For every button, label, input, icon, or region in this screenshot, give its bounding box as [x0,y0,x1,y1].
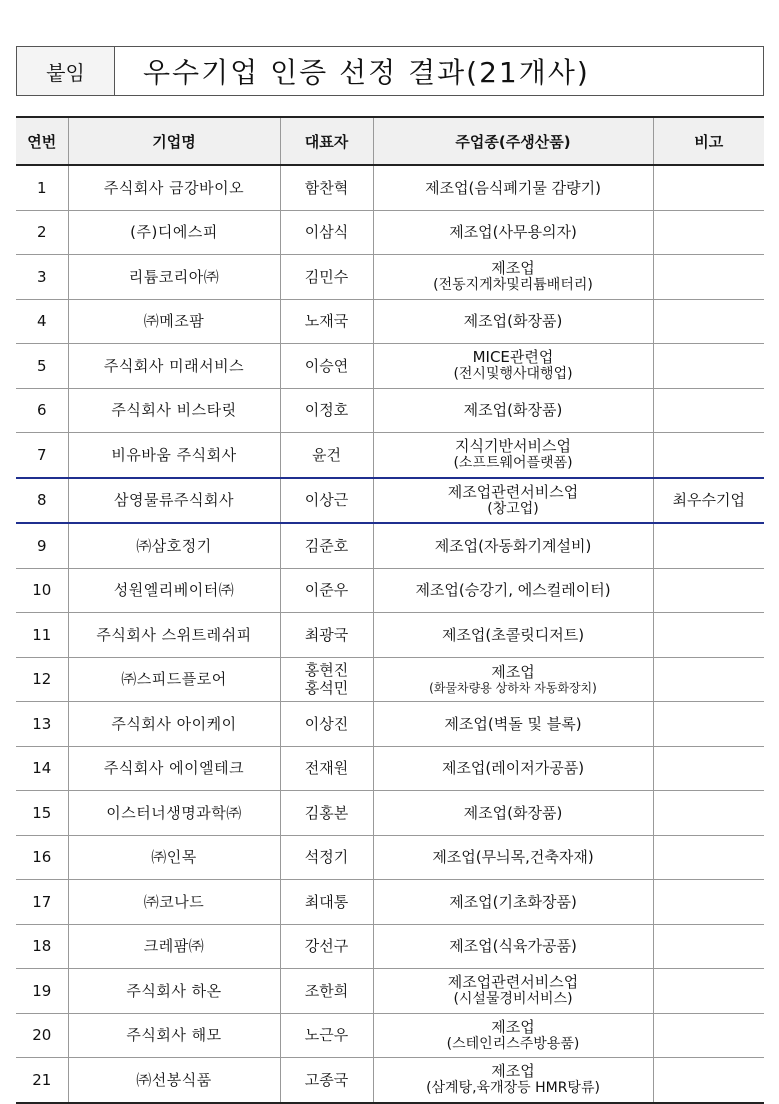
note [653,165,764,210]
note [653,791,764,836]
note [653,880,764,925]
row-number: 10 [16,568,68,613]
business-main: 제조업 [491,259,535,278]
note [653,1013,764,1058]
column-header-no: 연번 [16,117,68,165]
representative-name: 고종국 [304,1070,349,1089]
business-type [373,568,653,613]
representative-name: 이준우 [304,581,349,600]
row-number: 5 [16,344,68,389]
representative-name: 노근우 [304,1026,349,1045]
business-type [373,791,653,836]
representative [280,880,373,925]
business-type [373,210,653,255]
representative [280,702,373,747]
representative [280,791,373,836]
company-name: 리튬코리아㈜ [68,255,280,300]
company-name: 삼영물류주식회사 [68,478,280,524]
representative-name: 이정호 [304,401,349,420]
company-name: ㈜삼호정기 [68,523,280,568]
row-number: 6 [16,388,68,433]
note [653,344,764,389]
business-main: 제조업(기초화장품) [449,892,577,911]
representative [280,255,373,300]
note [653,388,764,433]
row-number: 8 [16,478,68,524]
row-number: 12 [16,657,68,702]
business-main: 제조업(무늬목,건축자재) [432,848,594,867]
company-name: 주식회사 금강바이오 [68,165,280,210]
business-type [373,433,653,478]
business-main: 제조업(화장품) [463,401,563,420]
business-detail: (삼계탕,육개장등 HMR탕류) [426,1080,600,1097]
table-row [16,1058,764,1103]
business-type [373,165,653,210]
business-type [373,924,653,969]
business-main: 제조업(자동화기계설비) [434,536,592,555]
note [653,835,764,880]
table-row [16,523,764,568]
row-number: 9 [16,523,68,568]
table-row [16,835,764,880]
representative [280,433,373,478]
representative-name: 노재국 [304,312,349,331]
table-row [16,568,764,613]
representative-name: 전재원 [304,759,349,778]
row-number: 11 [16,613,68,658]
row-number: 7 [16,433,68,478]
table-row [16,924,764,969]
row-number: 3 [16,255,68,300]
column-header-business: 주업종(주생산품) [373,117,653,165]
representative-name: 이승연 [304,356,349,375]
representative-name: 함찬혁 [304,178,349,197]
row-number: 4 [16,299,68,344]
business-detail: (전동지게차및리튬배터리) [433,277,593,294]
company-name: ㈜선봉식품 [68,1058,280,1103]
company-name: 주식회사 비스타릿 [68,388,280,433]
company-name: ㈜메조팜 [68,299,280,344]
business-main: 제조업관련서비스업 [447,973,579,992]
note [653,1058,764,1103]
table-row [16,478,764,524]
representative-name: 이상진 [304,714,349,733]
note [653,657,764,702]
business-type [373,702,653,747]
business-detail: (소프트웨어플랫폼) [453,455,573,472]
business-type [373,299,653,344]
row-number: 19 [16,969,68,1014]
business-detail: (스테인리스주방용품) [446,1035,580,1052]
business-type [373,1058,653,1103]
business-type [373,478,653,524]
representative-name: 최대통 [304,892,349,911]
business-detail: (시설물경비서비스) [453,991,573,1008]
representative-name: 조한희 [304,981,349,1000]
company-name: ㈜스피드플로어 [68,657,280,702]
results-table [16,116,764,1104]
business-detail: (전시및행사대행업) [453,366,573,383]
company-name: 비유바움 주식회사 [68,433,280,478]
row-number: 20 [16,1013,68,1058]
company-name: ㈜코나드 [68,880,280,925]
table-row [16,165,764,210]
table-row [16,210,764,255]
representative [280,568,373,613]
note [653,702,764,747]
business-main: 제조업(화장품) [463,803,563,822]
business-main: 제조업(식육가공품) [449,937,577,956]
representative [280,657,373,702]
table-row [16,791,764,836]
representative-name: 강선구 [304,937,349,956]
representative [280,835,373,880]
row-number: 16 [16,835,68,880]
row-number: 14 [16,746,68,791]
representative-name: 김민수 [304,267,349,286]
table-row [16,1013,764,1058]
business-type [373,969,653,1014]
representative [280,388,373,433]
representative-name: 윤건 [312,445,341,464]
representative-name: 홍석민 [304,679,349,698]
table-row [16,880,764,925]
representative [280,478,373,524]
table-row [16,746,764,791]
representative-name: 김홍본 [304,803,349,822]
note [653,433,764,478]
company-name: 주식회사 하온 [68,969,280,1014]
row-number: 17 [16,880,68,925]
company-name: 주식회사 스위트레쉬피 [68,613,280,658]
representative-name: 이삼식 [304,223,349,242]
page-title: 우수기업 인증 선정 결과(21개사) [143,56,590,89]
business-type [373,388,653,433]
table-row [16,344,764,389]
company-name: 성원엘리베이터㈜ [68,568,280,613]
row-number: 15 [16,791,68,836]
business-main: 제조업(레이저가공품) [441,759,585,778]
row-number: 2 [16,210,68,255]
representative [280,969,373,1014]
note [653,299,764,344]
table-row [16,299,764,344]
representative [280,746,373,791]
business-main: 제조업(벽돌 및 블록) [444,714,582,733]
business-type [373,880,653,925]
row-number: 1 [16,165,68,210]
row-number: 21 [16,1058,68,1103]
representative [280,1013,373,1058]
business-type [373,523,653,568]
representative-name: 이상근 [304,491,349,510]
business-main: 제조업(초콜릿디저트) [441,625,585,644]
representative [280,210,373,255]
representative-name: 최광국 [304,625,349,644]
company-name: (주)디에스피 [68,210,280,255]
table-row [16,613,764,658]
representative [280,523,373,568]
note [653,746,764,791]
business-main: 제조업 [491,1017,535,1036]
representative [280,613,373,658]
note: 최우수기업 [653,478,764,524]
table-header-row [16,117,764,165]
representative [280,924,373,969]
column-header-rep: 대표자 [280,117,373,165]
representative [280,299,373,344]
company-name: 주식회사 해모 [68,1013,280,1058]
representative-name: 홍현진 [304,661,349,680]
attachment-tag: 붙임 [17,47,115,95]
business-main: 제조업(화장품) [463,312,563,331]
representative-name: 김준호 [304,536,349,555]
business-type [373,613,653,658]
business-detail: (창고업) [487,500,539,517]
table-row [16,388,764,433]
table-row [16,255,764,300]
note [653,210,764,255]
row-number: 13 [16,702,68,747]
company-name: ㈜인목 [68,835,280,880]
table-row [16,657,764,702]
note [653,523,764,568]
business-detail: (화물차량용 상하차 자동화장치) [429,681,597,696]
business-type [373,255,653,300]
business-main: 제조업관련서비스업 [447,482,579,501]
company-name: 주식회사 아이케이 [68,702,280,747]
column-header-note: 비고 [653,117,764,165]
business-type [373,1013,653,1058]
table-row [16,433,764,478]
attachment-header [16,46,764,96]
representative [280,165,373,210]
business-type [373,746,653,791]
business-main: 제조업 [491,1062,535,1081]
business-main: 제조업(음식폐기물 감량기) [425,178,601,197]
company-name: 크레팜㈜ [68,924,280,969]
table-row [16,702,764,747]
note [653,568,764,613]
table-body [16,165,764,1103]
note [653,969,764,1014]
representative-name: 석정기 [304,848,349,867]
business-main: 제조업 [491,663,535,682]
company-name: 주식회사 에이엘테크 [68,746,280,791]
business-main: 지식기반서비스업 [455,437,571,456]
row-number: 18 [16,924,68,969]
business-main: 제조업(승강기, 에스컬레이터) [415,581,611,600]
business-type [373,835,653,880]
business-main: 제조업(사무용의자) [449,223,577,242]
representative [280,1058,373,1103]
company-name: 주식회사 미래서비스 [68,344,280,389]
note [653,255,764,300]
representative [280,344,373,389]
column-header-company: 기업명 [68,117,280,165]
table-row [16,969,764,1014]
business-main: MICE관련업 [472,348,554,367]
business-type [373,344,653,389]
business-type [373,657,653,702]
note [653,613,764,658]
company-name: 이스터너생명과학㈜ [68,791,280,836]
note [653,924,764,969]
